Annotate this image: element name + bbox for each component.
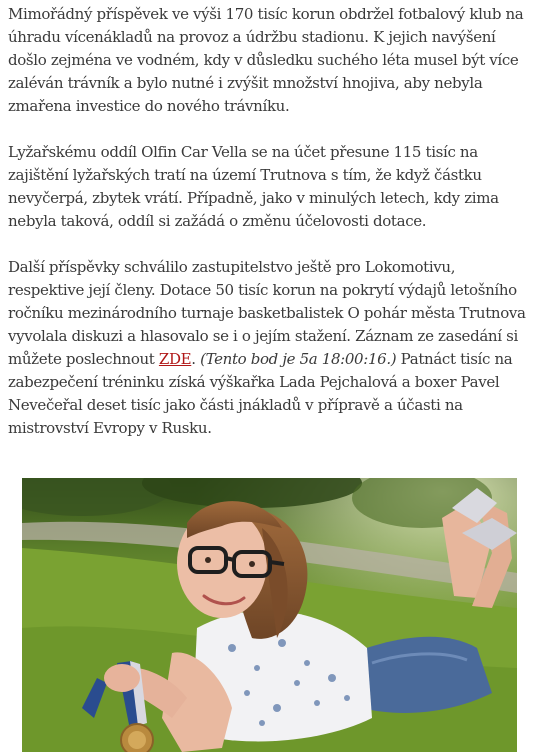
paragraph-text: Patnáct tisíc na zabezpečení tréninku získá výškařka Lada Pejchalová a boxer Pavel Nevečeřal deset tisíc jako části jnákladů v přípravě a účasti na mistrovství Evropy v Rusku. — [8, 350, 513, 437]
timestamp-note: (Tento bod je 5a 18:00:16.) — [200, 350, 397, 368]
paragraph-text: Další příspěvky schválilo zastupitelstvo ještě pro Lokomotivu, respektive její členy. Dotace 50 tisíc korun na pokrytí výdajů letošního ročníku mezinárodního turnaje basketbalistek O pohár města Trutnova vyvolala diskuzi a hlasovalo se i o jejím stažení. Záznam ze zasedání si můžete poslechnout — [8, 258, 526, 368]
paragraph-ski-club — [8, 141, 528, 233]
recording-link[interactable]: ZDE — [158, 350, 192, 368]
article-photo — [22, 478, 517, 752]
paragraph-football-club — [8, 3, 528, 118]
article-body — [8, 0, 528, 440]
photo-girl-with-medals — [22, 478, 517, 752]
paragraph-text: Mimořádný příspěvek ve výši 170 tisíc korun obdržel fotbalový klub na úhradu vícenákladů na provoz a údržbu stadionu. K jejich navýšení došlo zejména ve vodném, kdy v důsledku suchého léta musel být více zaléván trávník a bylo nutné i zvýšit množství hnojiva, aby nebyla zmařena investice do nového trávníku. — [8, 5, 524, 115]
paragraph-text: Lyžařskému oddíl Olfin Car Vella se na účet přesune 115 tisíc na zajištění lyžařských tratí na území Trutnova s tím, že když částku nevyčerpá, zbytek vrátí. Případně, jako v minulých letech, kdy zima nebyla taková, oddíl si zažádá o změnu účelovosti dotace. — [8, 143, 499, 230]
paragraph-text: . — [191, 350, 201, 368]
paragraph-lokomotiva — [8, 256, 528, 440]
